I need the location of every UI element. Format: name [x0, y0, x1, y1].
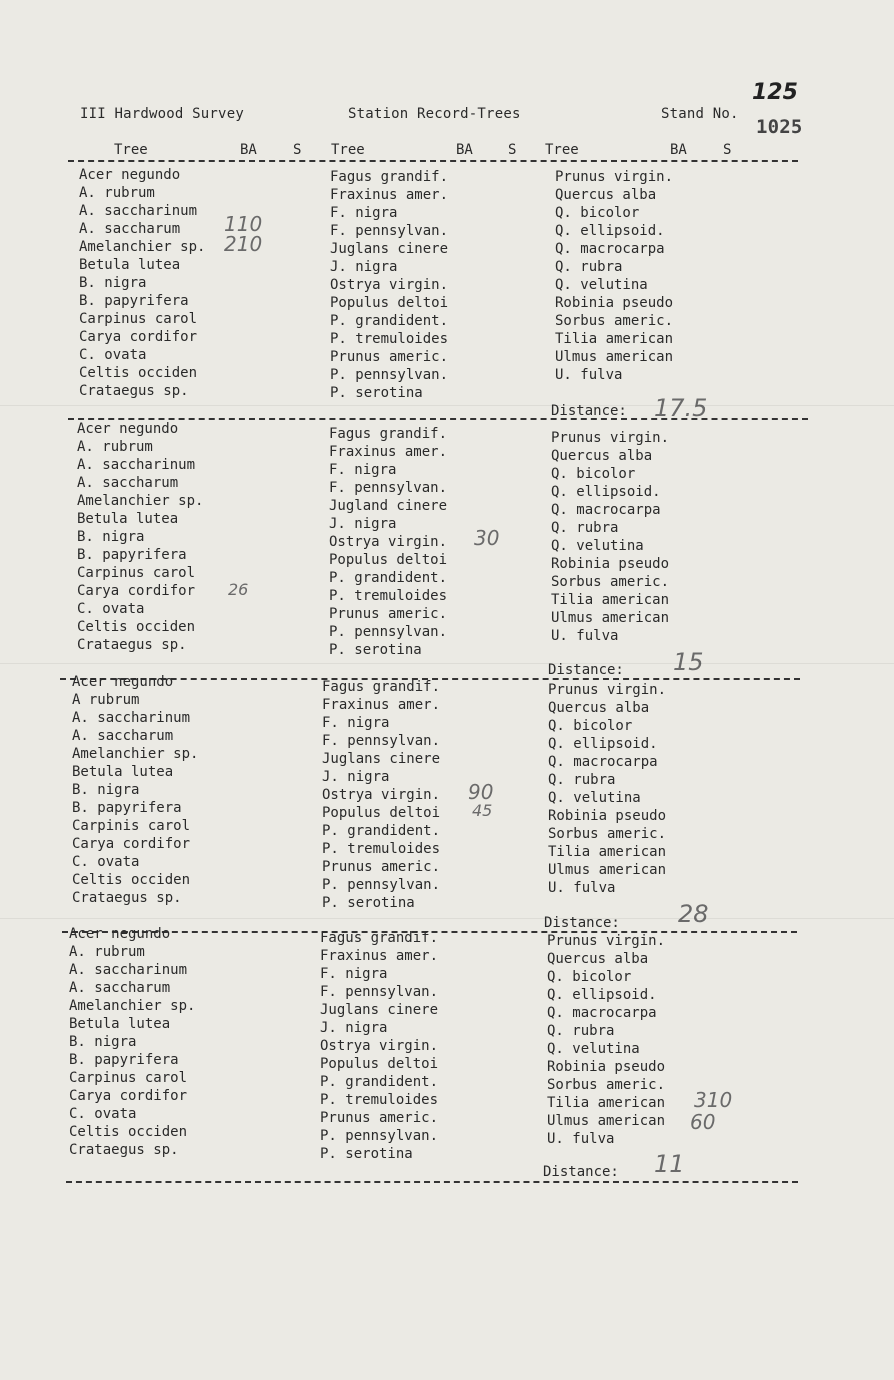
species-entry: Q. bicolor: [547, 969, 632, 985]
species-entry: P. tremuloides: [322, 841, 441, 857]
species-entry: Robinia pseudo: [555, 295, 674, 311]
species-entry: F. pennsylvan.: [330, 223, 449, 239]
species-entry: Q. macrocarpa: [547, 1005, 657, 1021]
species-entry: B. nigra: [72, 782, 140, 798]
col-header-tree-2: Tree: [331, 142, 365, 158]
species-entry: Betula lutea: [79, 257, 181, 273]
species-entry: Prunus virgin.: [551, 430, 670, 446]
station-4-divider: [66, 1181, 798, 1183]
species-entry: Q. bicolor: [551, 466, 636, 482]
species-entry: Juglans cinere: [322, 751, 441, 767]
species-entry: Q. ellipsoid.: [548, 736, 658, 752]
species-entry: A. saccharum: [77, 475, 179, 491]
stand-number-pencil: 125: [752, 80, 798, 105]
station-4-col-1: [69, 925, 195, 1159]
pencil-note: 26: [228, 580, 249, 599]
col-header-tree-3: Tree: [545, 142, 579, 158]
col-header-ba-3: BA: [670, 142, 687, 158]
col-header-ba-2: BA: [456, 142, 473, 158]
species-entry: F. nigra: [329, 462, 397, 478]
species-entry: Ostrya virgin.: [329, 534, 448, 550]
species-entry: Juglans cinere: [330, 241, 449, 257]
species-entry: F. nigra: [330, 205, 398, 221]
species-entry: P. pennsylvan.: [330, 367, 449, 383]
species-entry: Fraxinus amer.: [320, 948, 439, 964]
species-entry: A. rubrum: [79, 185, 155, 201]
species-entry: A. saccharinum: [72, 710, 191, 726]
species-entry: A rubrum: [72, 692, 140, 708]
species-entry: P. pennsylvan.: [322, 877, 441, 893]
species-entry: B. nigra: [79, 275, 147, 291]
species-entry: Acer negundo: [69, 926, 171, 942]
pencil-note: 310: [694, 1088, 733, 1112]
species-entry: Crataegus sp.: [72, 890, 182, 906]
pencil-note: 110: [224, 212, 263, 236]
species-entry: Populus deltoi: [329, 552, 448, 568]
station-2-col-3: [551, 429, 669, 645]
species-entry: Ulmus american: [551, 610, 670, 626]
species-entry: P. tremuloides: [330, 331, 449, 347]
pencil-note: 90: [468, 780, 494, 804]
species-entry: Tilia american: [555, 331, 674, 347]
col-header-tree-1: Tree: [114, 142, 148, 158]
species-entry: P. pennsylvan.: [329, 624, 448, 640]
species-entry: Ulmus american: [547, 1113, 666, 1129]
species-entry: Carpinus carol: [69, 1070, 188, 1086]
species-entry: U. fulva: [551, 628, 619, 644]
stand-number-typed: 1025: [756, 116, 803, 138]
species-entry: P. tremuloides: [329, 588, 448, 604]
species-entry: Celtis occiden: [72, 872, 191, 888]
species-entry: B. papyrifera: [77, 547, 187, 563]
station-4-distance-label: Distance:: [543, 1164, 619, 1180]
species-entry: P. grandident.: [320, 1074, 439, 1090]
species-entry: Crataegus sp.: [69, 1142, 179, 1158]
species-entry: F. pennsylvan.: [320, 984, 439, 1000]
station-2-distance-value: 15: [673, 648, 704, 676]
species-entry: Amelanchier sp.: [79, 239, 206, 255]
species-entry: Amelanchier sp.: [77, 493, 204, 509]
species-entry: Prunus virgin.: [548, 682, 667, 698]
species-entry: J. nigra: [322, 769, 390, 785]
species-entry: J. nigra: [330, 259, 398, 275]
species-entry: Tilia american: [551, 592, 670, 608]
species-entry: Juglans cinere: [320, 1002, 439, 1018]
species-entry: Populus deltoi: [330, 295, 449, 311]
species-entry: P. grandident.: [330, 313, 449, 329]
species-entry: Prunus americ.: [320, 1110, 439, 1126]
species-entry: B. nigra: [77, 529, 145, 545]
species-entry: Betula lutea: [72, 764, 174, 780]
station-3-col-2: [322, 678, 440, 912]
species-entry: Prunus virgin.: [547, 933, 666, 949]
station-4-col-3: [547, 932, 665, 1148]
col-header-s-3: S: [723, 142, 732, 158]
species-entry: Robinia pseudo: [548, 808, 667, 824]
stand-label: Stand No.: [661, 106, 739, 122]
station-3-distance-value: 28: [678, 900, 709, 928]
paper-fold: [0, 405, 894, 406]
species-entry: Quercus alba: [551, 448, 653, 464]
station-1-distance-label: Distance:: [551, 403, 627, 419]
station-4-col-2: [320, 929, 438, 1163]
species-entry: Sorbus americ.: [548, 826, 667, 842]
species-entry: C. ovata: [69, 1106, 137, 1122]
species-entry: Crataegus sp.: [79, 383, 189, 399]
species-entry: Celtis occiden: [79, 365, 198, 381]
species-entry: Fagus grandif.: [322, 679, 441, 695]
species-entry: Celtis occiden: [77, 619, 196, 635]
species-entry: Q. ellipsoid.: [547, 987, 657, 1003]
species-entry: C. ovata: [77, 601, 145, 617]
header-divider: [68, 160, 798, 162]
species-entry: Quercus alba: [548, 700, 650, 716]
species-entry: U. fulva: [548, 880, 616, 896]
species-entry: Prunus americ.: [329, 606, 448, 622]
species-entry: U. fulva: [555, 367, 623, 383]
species-entry: B. papyrifera: [72, 800, 182, 816]
species-entry: B. nigra: [69, 1034, 137, 1050]
paper-fold: [0, 918, 894, 919]
species-entry: Q. rubra: [555, 259, 623, 275]
species-entry: Populus deltoi: [320, 1056, 439, 1072]
col-header-ba-1: BA: [240, 142, 257, 158]
species-entry: Q. macrocarpa: [548, 754, 658, 770]
species-entry: Q. ellipsoid.: [551, 484, 661, 500]
species-entry: P. serotina: [320, 1146, 413, 1162]
species-entry: Fraxinus amer.: [322, 697, 441, 713]
species-entry: Betula lutea: [77, 511, 179, 527]
species-entry: Carpinus carol: [77, 565, 196, 581]
station-3-col-3: [548, 681, 666, 897]
station-1-col-1: [79, 166, 205, 400]
species-entry: Carpinis carol: [72, 818, 191, 834]
species-entry: A. saccharinum: [77, 457, 196, 473]
species-entry: Ulmus american: [555, 349, 674, 365]
species-entry: Robinia pseudo: [551, 556, 670, 572]
species-entry: Sorbus americ.: [547, 1077, 666, 1093]
species-entry: F. nigra: [320, 966, 388, 982]
species-entry: Fagus grandif.: [330, 169, 449, 185]
species-entry: Q. macrocarpa: [555, 241, 665, 257]
station-2-distance-label: Distance:: [548, 662, 624, 678]
survey-title: III Hardwood Survey: [80, 106, 244, 122]
species-entry: Q. bicolor: [548, 718, 633, 734]
species-entry: P. serotina: [329, 642, 422, 658]
species-entry: Celtis occiden: [69, 1124, 188, 1140]
species-entry: Fraxinus amer.: [330, 187, 449, 203]
species-entry: Betula lutea: [69, 1016, 171, 1032]
station-3-distance-label: Distance:: [544, 915, 620, 931]
species-entry: F. pennsylvan.: [322, 733, 441, 749]
pencil-note: 45: [472, 801, 493, 820]
species-entry: P. serotina: [330, 385, 423, 401]
species-entry: Ostrya virgin.: [322, 787, 441, 803]
species-entry: Q. velutina: [551, 538, 644, 554]
species-entry: J. nigra: [329, 516, 397, 532]
species-entry: A. saccharum: [79, 221, 181, 237]
species-entry: Tilia american: [548, 844, 667, 860]
record-title: Station Record-Trees: [348, 106, 521, 122]
station-4-distance-value: 11: [654, 1150, 685, 1178]
col-header-s-1: S: [293, 142, 302, 158]
species-entry: Q. velutina: [548, 790, 641, 806]
species-entry: Ostrya virgin.: [320, 1038, 439, 1054]
species-entry: Acer negundo: [79, 167, 181, 183]
species-entry: Fagus grandif.: [329, 426, 448, 442]
species-entry: A. saccharinum: [79, 203, 198, 219]
species-entry: Q. bicolor: [555, 205, 640, 221]
pencil-note: 60: [690, 1110, 716, 1134]
species-entry: Quercus alba: [547, 951, 649, 967]
species-entry: P. serotina: [322, 895, 415, 911]
species-entry: Carpinus carol: [79, 311, 198, 327]
species-entry: Crataegus sp.: [77, 637, 187, 653]
species-entry: Carya cordifor: [77, 583, 196, 599]
species-entry: Fagus grandif.: [320, 930, 439, 946]
species-entry: Q. rubra: [551, 520, 619, 536]
species-entry: Robinia pseudo: [547, 1059, 666, 1075]
pencil-note: 30: [474, 526, 500, 550]
species-entry: Q. velutina: [547, 1041, 640, 1057]
species-entry: Q. ellipsoid.: [555, 223, 665, 239]
species-entry: Q. velutina: [555, 277, 648, 293]
species-entry: Quercus alba: [555, 187, 657, 203]
species-entry: A. saccharum: [69, 980, 171, 996]
species-entry: Prunus americ.: [330, 349, 449, 365]
station-1-distance-value: 17.5: [654, 394, 708, 422]
species-entry: Tilia american: [547, 1095, 666, 1111]
species-entry: P. grandident.: [329, 570, 448, 586]
species-entry: Prunus americ.: [322, 859, 441, 875]
station-1-col-3: [555, 168, 673, 384]
species-entry: P. pennsylvan.: [320, 1128, 439, 1144]
species-entry: Carya cordifor: [69, 1088, 188, 1104]
pencil-note: 210: [224, 232, 263, 256]
species-entry: Amelanchier sp.: [72, 746, 199, 762]
col-header-s-2: S: [508, 142, 517, 158]
station-3-col-1: [72, 673, 198, 907]
species-entry: Carya cordifor: [79, 329, 198, 345]
species-entry: Jugland cinere: [329, 498, 448, 514]
species-entry: B. papyrifera: [69, 1052, 179, 1068]
station-1-col-2: [330, 168, 448, 402]
species-entry: F. nigra: [322, 715, 390, 731]
species-entry: U. fulva: [547, 1131, 615, 1147]
species-entry: Sorbus americ.: [551, 574, 670, 590]
paper-fold: [0, 663, 894, 664]
species-entry: Carya cordifor: [72, 836, 191, 852]
species-entry: Sorbus americ.: [555, 313, 674, 329]
species-entry: C. ovata: [79, 347, 147, 363]
species-entry: A. saccharum: [72, 728, 174, 744]
species-entry: F. pennsylvan.: [329, 480, 448, 496]
station-2-col-2: [329, 425, 447, 659]
species-entry: C. ovata: [72, 854, 140, 870]
species-entry: Acer negundo: [72, 674, 174, 690]
species-entry: Fraxinus amer.: [329, 444, 448, 460]
species-entry: Prunus virgin.: [555, 169, 674, 185]
species-entry: Acer negundo: [77, 421, 179, 437]
species-entry: Q. rubra: [548, 772, 616, 788]
species-entry: P. grandident.: [322, 823, 441, 839]
species-entry: A. saccharinum: [69, 962, 188, 978]
species-entry: Ulmus american: [548, 862, 667, 878]
species-entry: Ostrya virgin.: [330, 277, 449, 293]
species-entry: Populus deltoi: [322, 805, 441, 821]
species-entry: B. papyrifera: [79, 293, 189, 309]
species-entry: Amelanchier sp.: [69, 998, 196, 1014]
species-entry: A. rubrum: [69, 944, 145, 960]
station-2-col-1: [77, 420, 203, 654]
species-entry: Q. macrocarpa: [551, 502, 661, 518]
species-entry: J. nigra: [320, 1020, 388, 1036]
species-entry: Q. rubra: [547, 1023, 615, 1039]
species-entry: A. rubrum: [77, 439, 153, 455]
species-entry: P. tremuloides: [320, 1092, 439, 1108]
